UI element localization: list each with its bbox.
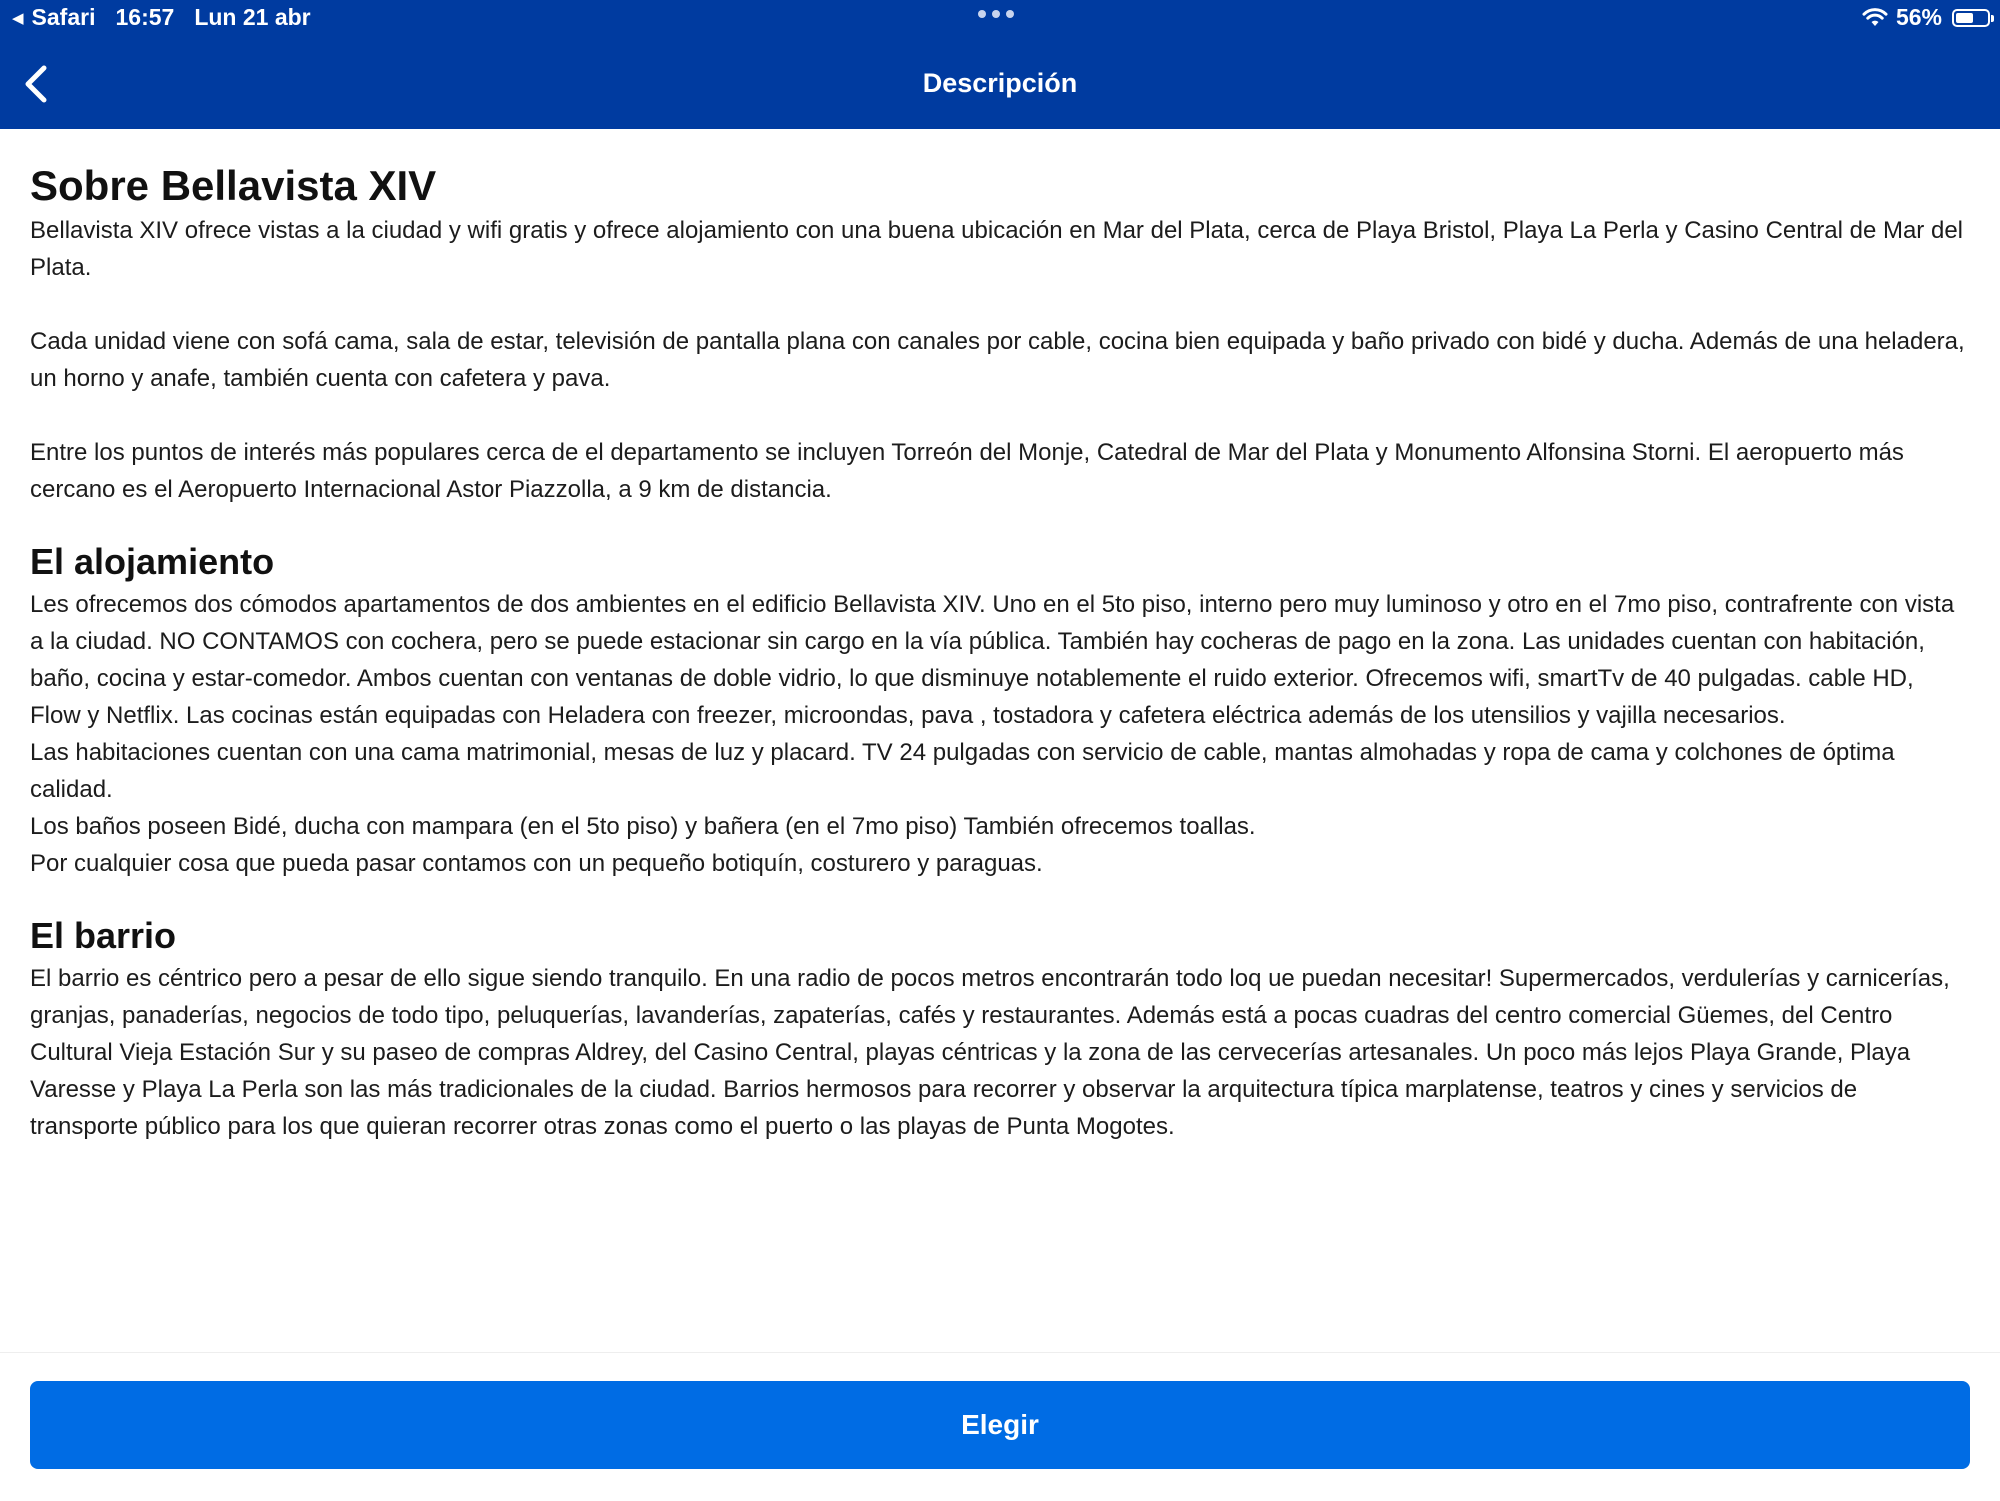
about-heading: Sobre Bellavista XIV: [30, 162, 437, 209]
about-paragraph-2: Cada unidad viene con sofá cama, sala de estar, televisión de pantalla plana con canales por cable, cocina bien equipada y baño privado con bidé y ducha. Además de una heladera, un horno y anafe, también cuenta con cafetera y pava.: [30, 328, 1965, 392]
page-title: Descripción: [922, 68, 1078, 98]
neighborhood-paragraph-1: El barrio es céntrico pero a pesar de ello sigue siendo tranquilo. En una radio de pocos metros encontrarán todo loq ue puedan necesitar! Supermercados, verdulerías y carnicerías, granjas, panaderías, negocios de todo tipo, peluquerías, lavanderías, zapaterías, cafés y restaurantes. Además está a pocas cuadras del centro comercial Güemes, del Centro Cultural Vieja Estación Sur y su paseo de compras Aldrey, del Casino Central, playas céntricas y la zona de las cervecerías artesanales. Un poco más lejos Playa Grande, Playa Varesse y Playa La Perla son las más tradicionales de la ciudad. Barrios hermosos para recorrer y observar la arquitectura típica marplatense, teatros y cines y servicios de transporte público para los que quieran recorrer otras zonas como el puerto o las playas de Punta Mogotes.: [30, 965, 1950, 1140]
neighborhood-heading: El barrio: [30, 915, 177, 956]
top-header: [0, 0, 2000, 129]
description-content: [30, 160, 1970, 1145]
status-bar-left: [12, 4, 311, 31]
more-dots-icon[interactable]: [978, 10, 1014, 18]
status-bar-right: [1862, 4, 1990, 31]
accommodation-paragraph-1: Les ofrecemos dos cómodos apartamentos de dos ambientes en el edificio Bellavista XIV. Uno en el 5to piso, interno pero muy luminoso y otro en el 7mo piso, contrafrente con vista a la ciudad. NO CONTAMOS con cochera, pero se puede estacionar sin cargo en la vía pública. También hay cocheras de pago en la zona. Las unidades cuentan con habitación, baño, cocina y estar-comedor. Ambos cuentan con ventanas de doble vidrio, lo que disminuye notablemente el ruido exterior. Ofrecemos wifi, smartTv de 40 pulgadas. cable HD, Flow y Netflix. Las cocinas están equipadas con Heladera con freezer, microondas, pava , tostadora y cafetera eléctrica además de los utensilios y vajilla necesarios.: [30, 591, 1955, 729]
accommodation-heading: El alojamiento: [30, 541, 275, 582]
about-paragraph-1: Bellavista XIV ofrece vistas a la ciudad y wifi gratis y ofrece alojamiento con una buena ubicación en Mar del Plata, cerca de Playa Bristol, Playa La Perla y Casino Central de Mar del Plata.: [30, 217, 1963, 281]
status-time: 16:57: [115, 4, 175, 30]
wifi-icon: [1862, 8, 1888, 28]
accommodation-paragraph-2: Las habitaciones cuentan con una cama matrimonial, mesas de luz y placard. TV 24 pulgadas con servicio de cable, mantas almohadas y ropa de cama y colchones de óptima calidad.: [30, 739, 1895, 803]
accommodation-paragraph-4: Por cualquier cosa que pueda pasar contamos con un pequeño botiquín, costurero y paraguas.: [30, 850, 1043, 877]
battery-percent: 56%: [1895, 4, 1942, 30]
status-date: Lun 21 abr: [194, 4, 311, 30]
battery-icon: [1952, 9, 1990, 27]
back-triangle-icon[interactable]: ◀: [12, 9, 24, 27]
about-paragraph-3: Entre los puntos de interés más populares cerca de el departamento se incluyen Torreón del Monje, Catedral de Mar del Plata y Monumento Alfonsina Storni. El aeropuerto más cercano es el Aeropuerto Internacional Astor Piazzolla, a 9 km de distancia.: [30, 439, 1904, 503]
battery-level-fill: [1956, 13, 1973, 23]
accommodation-paragraph-3: Los baños poseen Bidé, ducha con mampara (en el 5to piso) y bañera (en el 7mo piso) También ofrecemos toallas.: [30, 813, 1256, 840]
back-app-label[interactable]: Safari: [31, 4, 96, 30]
bottom-bar: [0, 1352, 2000, 1501]
choose-button[interactable]: Elegir: [30, 1381, 1970, 1469]
